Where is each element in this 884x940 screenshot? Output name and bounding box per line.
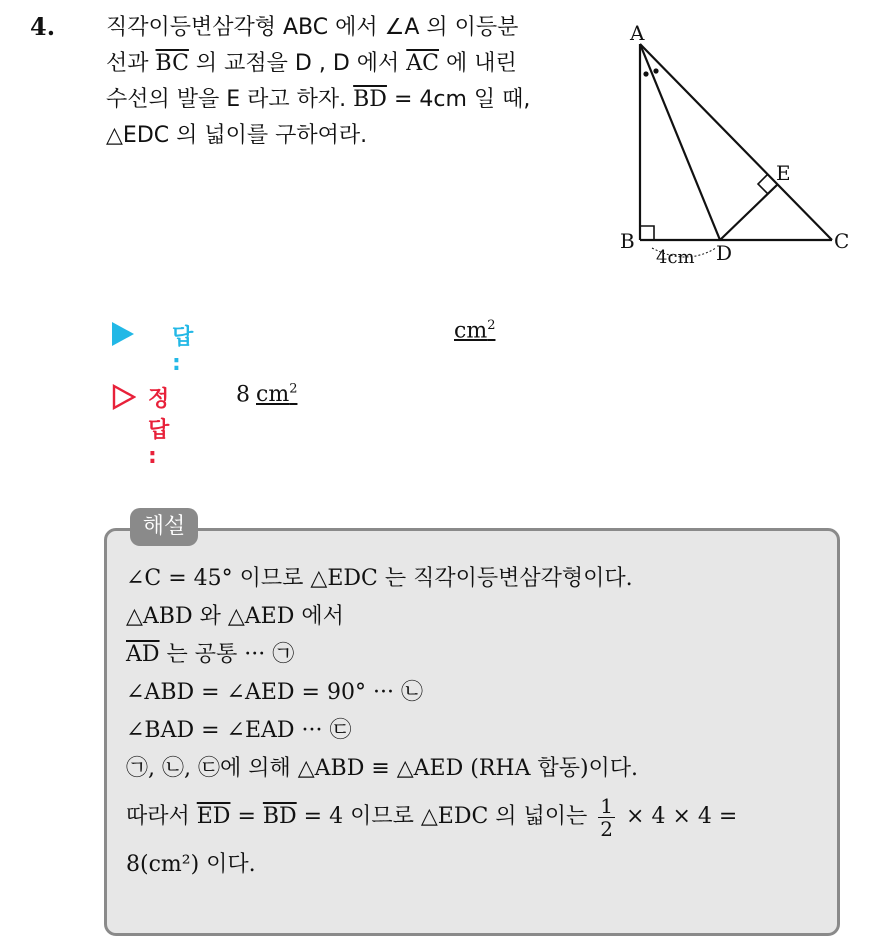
angle-mark-1 xyxy=(643,71,648,76)
solution-line-2: △ABD 와 △AED 에서 xyxy=(126,604,344,629)
outline-triangle-icon xyxy=(112,384,136,410)
triangle-figure xyxy=(612,16,852,272)
label-d: D xyxy=(716,241,733,265)
bisector-ad xyxy=(640,44,720,240)
label-b: B xyxy=(620,229,635,253)
segment-ed: $\overline{ED}$ xyxy=(196,804,231,829)
answer-unit: $cm^2$ xyxy=(454,318,496,344)
correct-label: 정답 : xyxy=(148,387,170,469)
solution-line-7: 따라서 $\overline{ED} = \overline{BD} = 4$ 이므로 △EDC 의 넓이는 $\frac{1}{2}$ × 4 × 4 = xyxy=(126,793,738,841)
label-e: E xyxy=(776,161,791,185)
solution-line-6: ㉠, ㉡, ㉢에 의해 △ABD ≡ △AED (RHA 합동)이다. xyxy=(126,756,639,781)
solution-result: 8(cm²) 이다. xyxy=(126,852,256,877)
segment-bd-solution: $\overline{BD}$ xyxy=(262,804,297,829)
question-line-4: △EDC 의 넓이를 구하여라. xyxy=(106,123,368,148)
question-text xyxy=(106,10,606,154)
label-bd-length: 4cm xyxy=(656,247,695,268)
angle-mark-2 xyxy=(653,68,658,73)
fraction-one-half: $\frac{1}{2}$ xyxy=(600,793,614,841)
question-line-1: 직각이등변삼각형 ABC 에서 ∠A 의 이등분 xyxy=(106,15,519,40)
label-c: C xyxy=(834,229,850,253)
answer-label: 답 : xyxy=(172,325,194,376)
segment-ac: $\overline{AC}$ xyxy=(406,51,439,76)
solution-line-5: ∠BAD = ∠EAD ··· ㉢ xyxy=(126,718,352,743)
question-line-3: 수선의 발을 E 라고 하자. $\overline{BD} = 4cm$ 일 때, xyxy=(106,87,531,112)
label-a: A xyxy=(630,21,645,45)
perpendicular-de xyxy=(720,184,778,240)
solution-line-4: ∠ABD = ∠AED = 90° ··· ㉡ xyxy=(126,680,423,705)
solution-tag: 해설 xyxy=(130,508,198,546)
right-angle-e xyxy=(758,174,768,194)
side-ac xyxy=(640,44,832,240)
solution-line-1: ∠C = 45° 이므로 △EDC 는 직각이등변삼각형이다. xyxy=(126,566,633,591)
correct-value: 8 $cm^2$ xyxy=(236,382,298,408)
segment-bc: $\overline{BC}$ xyxy=(155,51,189,76)
question-line-2: 선과 $\overline{BC}$ 의 교점을 D , D 에서 $\overline{AC}$ 에 내린 xyxy=(106,51,517,76)
question-number: 4. xyxy=(30,12,56,41)
right-angle-b xyxy=(640,226,654,240)
segment-ad: $\overline{AD}$ xyxy=(126,642,160,667)
solution-line-3: $\overline{AD}$ 는 공통 ··· ㉠ xyxy=(126,642,295,667)
solution-body xyxy=(126,560,830,884)
play-triangle-icon xyxy=(112,322,134,346)
segment-bd: $\overline{BD}$ xyxy=(353,87,387,112)
